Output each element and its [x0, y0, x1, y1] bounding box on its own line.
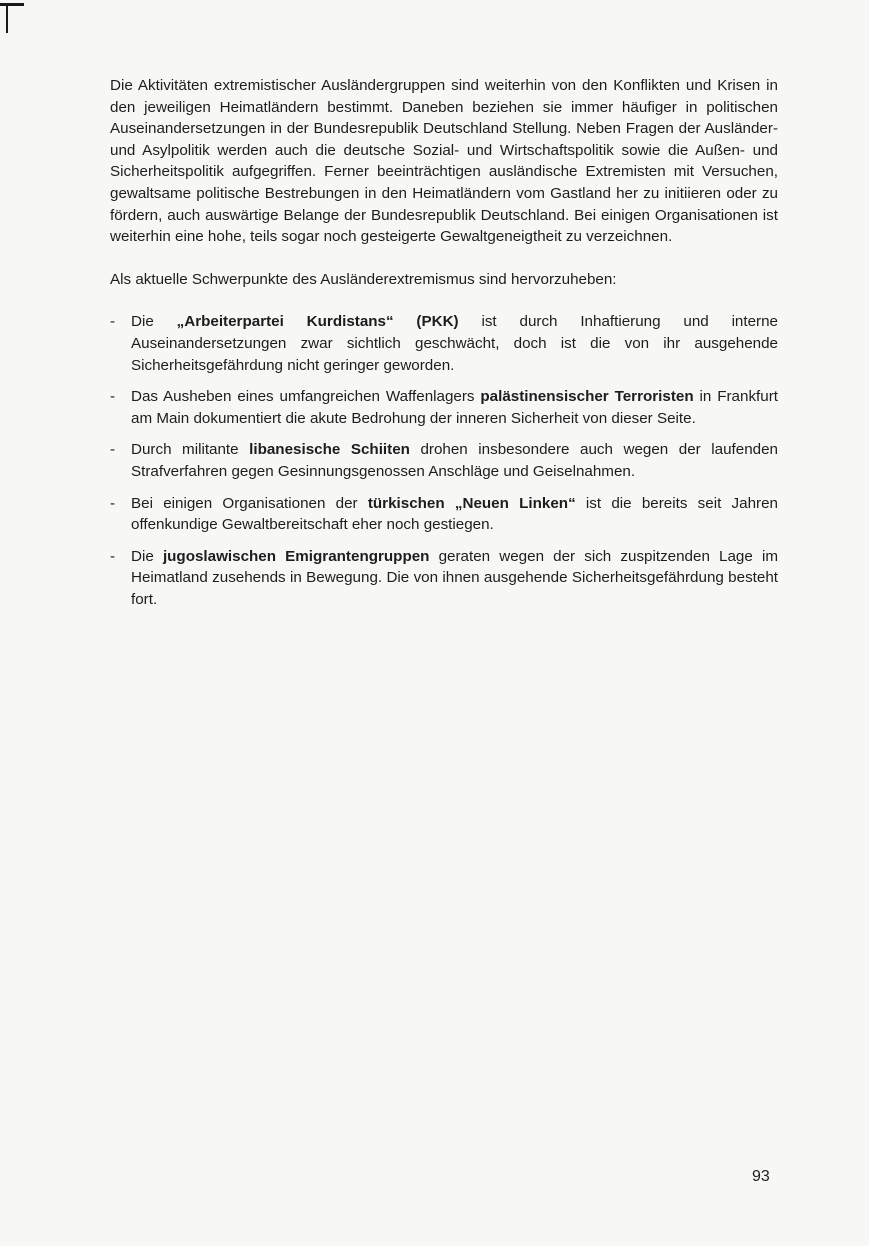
list-item-turkish	[110, 493, 778, 536]
list-item-palestinian	[110, 386, 778, 429]
list-item-yugoslav	[110, 546, 778, 611]
body-paragraph: Die Aktivitäten extremistischer Ausländergruppen sind weiterhin von den Konflikten und Krisen in den jeweiligen Heimatländern bestimmt. Daneben beziehen sie immer häufiger in politischen Auseinandersetzungen in der Bundesrepublik Deutschland Stellung. Neben Fragen der Ausländer- und Asylpolitik werden auch die deutsche Sozial- und Wirtschaftspolitik sowie die Außen- und Sicherheitspolitik aufgegriffen. Ferner beeinträchtigen ausländische Extremisten mit Versuchen, gewaltsame politische Bestrebungen in den Heimatländern vom Gastland her zu initiieren oder zu fördern, auch auswärtige Belange der Bundesrepublik Deutschland. Bei einigen Organisationen ist weiterhin eine hohe, teils sogar noch gesteigerte Gewaltgeneigtheit zu verzeichnen.	[110, 77, 778, 246]
list-item-pkk	[110, 311, 778, 376]
page-number: 93	[752, 1168, 770, 1185]
item-text-after: ist durch Inhaftierung und interne Auseinandersetzungen zwar sichtlich geschwächt, doch ist die von ihr ausgehende Sicherheitsgefährdung nicht geringer geworden.	[131, 313, 779, 374]
item-text-after: in Frankfurt am Main dokumentiert die akute Bedrohung der inneren Sicherheit von dieser Seite.	[131, 388, 778, 427]
item-text-before: Bei einigen Organisationen der	[131, 494, 368, 512]
page-body	[110, 75, 778, 620]
dash-marker: -	[110, 388, 116, 406]
item-text-after: geraten wegen der sich zuspitzenden Lage im Heimatland zusehends in Bewegung. Die von ihnen ausgehende Sicherheitsgefährdung besteht fort.	[131, 547, 778, 608]
list-intro: Als aktuelle Schwerpunkte des Ausländerextremismus sind hervorzuheben:	[110, 270, 617, 288]
item-text-after: drohen insbesondere auch wegen der laufenden Strafverfahren gegen Gesinnungsgenossen Anschläge und Geiselnahmen.	[131, 441, 778, 480]
item-text-before: Das Ausheben eines umfangreichen Waffenlagers	[131, 388, 481, 406]
dash-marker: -	[110, 313, 116, 331]
item-text-after: ist die bereits seit Jahren offenkundige Gewaltbereitschaft eher noch gestiegen.	[131, 494, 778, 534]
list-item-lebanese	[110, 439, 778, 482]
item-emphasis: libanesische Schiiten	[249, 441, 410, 459]
dash-marker: -	[110, 494, 116, 512]
item-emphasis: jugoslawischen Emigrantengruppen	[162, 547, 430, 565]
item-emphasis: türkischen „Neuen Linken“	[367, 494, 576, 512]
dash-marker: -	[110, 441, 116, 459]
dash-marker: -	[110, 547, 116, 565]
bullet-list	[110, 311, 778, 610]
item-text-before: Durch militante	[131, 441, 250, 459]
item-text-before: Die	[131, 313, 177, 331]
item-emphasis: palästinensischer Terroristen	[480, 388, 694, 406]
crop-mark-horizontal	[0, 3, 24, 6]
item-text-before: Die	[131, 547, 163, 565]
item-emphasis: „Arbeiterpartei Kurdistans“ (PKK)	[176, 313, 459, 331]
crop-mark-vertical	[6, 3, 8, 33]
